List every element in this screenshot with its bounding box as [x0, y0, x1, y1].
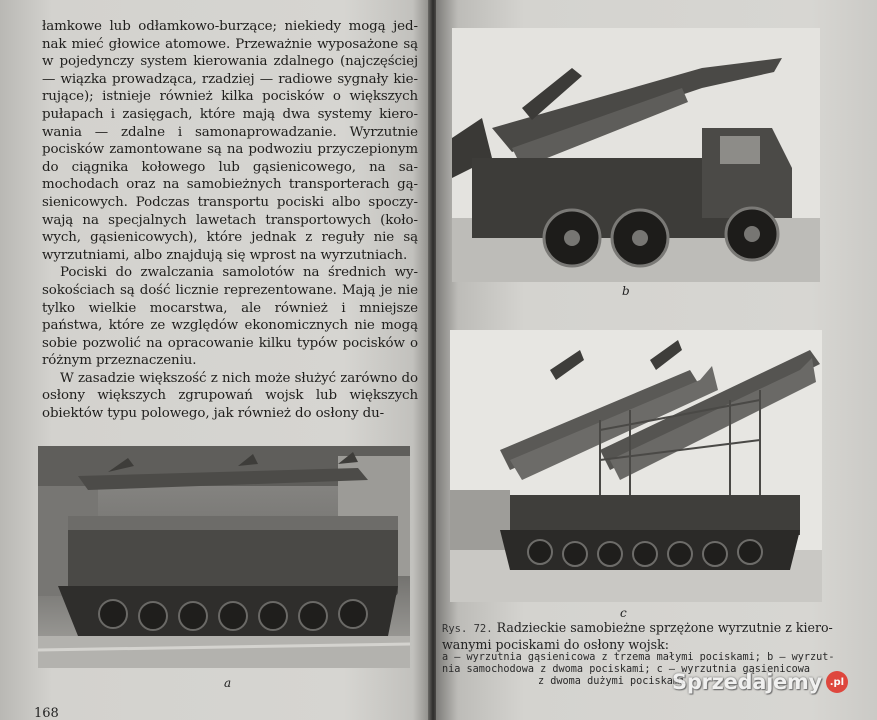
photo-c-label: c [620, 606, 627, 620]
watermark [672, 670, 848, 694]
left-page [0, 0, 430, 720]
figure-caption [442, 620, 837, 652]
legend-line: z dwoma dużymi pociskami [538, 676, 686, 687]
caption-number: Rys. 72. [442, 623, 493, 635]
photo-b-truck-launcher [452, 28, 820, 282]
paragraph-3: W zasadzie większość z nich może służyć zarówno do osłony większych zgrupowań wojsk lub większych obiektów typu polowego, jak również do osłony du- [42, 370, 418, 422]
body-text [42, 18, 418, 423]
caption-text: Radzieckie samobieżne sprzężone wyrzutnie z kierowanymi pociskami do osłony wojsk: [442, 620, 833, 652]
photo-a-label: a [224, 676, 232, 690]
paragraph-2: Pociski do zwalczania samolotów na średnich wysokościach są dość licznie reprezentowane. Mają je nie tylko wielkie mocarstwa, ale również i mniejsze państwa, które ze względów ekonomicznych nie mogą sobie pozwolić na opracowanie kilku typów pocisków o różnym przeznaczeniu. [42, 265, 418, 369]
page-number: 168 [34, 706, 59, 720]
paragraph-1: łamkowe lub odłamkowo-burzące; niekiedy mogą jednak mieć głowice atomowe. Przeważnie wyposażone są w pojedynczy system kierowania zdalnego (najczęściej — wiązka prowadząca, rzadziej — radiowe sygnały kierujące); istnieje również kilka pocisków o większych pułapach i zasięgach, które mają dwa systemy kierowania — zdalne i samonaprowadzanie. Wyrzutnie pocisków zamontowane są na podwoziu przyczepionym do ciągnika kołowego lub gąsienicowego, na samochodach oraz na samobieżnych transporterach gąsienicowych. Podczas transportu pociski albo spoczywają na specjalnych lawetach transportowych (kołowych, gąsienicowych), które jednak z reguły nie są wyrzutniami, albo znajdują się wprost na wyrzutniach. [42, 19, 418, 263]
photo-b-label: b [622, 284, 630, 298]
photo-a-tracked-launcher [38, 446, 410, 668]
watermark-badge-icon: .pl [826, 671, 848, 693]
watermark-text: Sprzedajemy [672, 670, 822, 694]
legend-line: nia samochodowa z dwoma pociskami; c — wyrzutnia gąsienicowa [442, 664, 811, 675]
legend-line: a — wyrzutnia gąsienicowa z trzema małymi pociskami; b — wyrzut- [442, 652, 835, 663]
right-page [436, 0, 877, 720]
photo-c-tracked-launcher [450, 330, 822, 602]
